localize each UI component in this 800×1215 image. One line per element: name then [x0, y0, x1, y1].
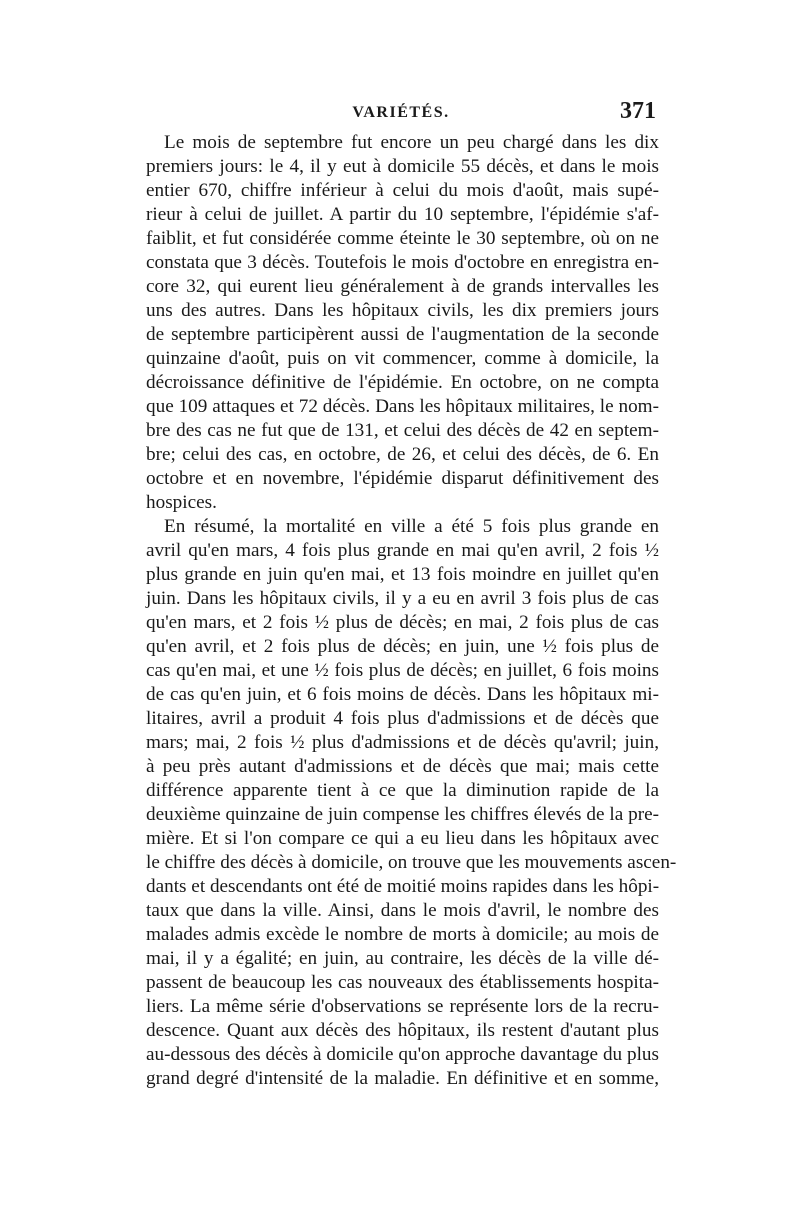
text-line: quinzaine d'août, puis on vit commencer, comme à domicile, la [146, 348, 659, 369]
text-line: En résumé, la mortalité en ville a été 5 fois plus grande en [164, 516, 659, 537]
text-line: liers. La même série d'observations se représente lors de la recru- [146, 996, 659, 1017]
text-line: juin. Dans les hôpitaux civils, il y a eu en avril 3 fois plus de cas [146, 588, 659, 609]
text-line: descence. Quant aux décès des hôpitaux, ils restent d'autant plus [146, 1020, 659, 1041]
text-line: mars; mai, 2 fois ½ plus d'admissions et de décès qu'avril; juin, [146, 732, 659, 753]
text-line: de septembre participèrent aussi de l'augmentation de la seconde [146, 324, 659, 345]
text-line: plus grande en juin qu'en mai, et 13 fois moindre en juillet qu'en [146, 564, 659, 585]
text-line: bre des cas ne fut que de 131, et celui des décès de 42 en septem- [146, 420, 659, 441]
text-line: grand degré d'intensité de la maladie. En définitive et en somme, [146, 1068, 659, 1089]
page-number: 371 [620, 98, 656, 124]
text-line: de cas qu'en juin, et 6 fois moins de décès. Dans les hôpitaux mi- [146, 684, 659, 705]
body-text [146, 131, 677, 1091]
text-line: au-dessous des décès à domicile qu'on approche davantage du plus [146, 1044, 659, 1065]
text-line: décroissance définitive de l'épidémie. En octobre, on ne compta [146, 372, 659, 393]
text-line: qu'en avril, et 2 fois plus de décès; en juin, une ½ fois plus de [146, 636, 659, 657]
text-line: Le mois de septembre fut encore un peu chargé dans les dix [164, 132, 659, 153]
text-line: qu'en mars, et 2 fois ½ plus de décès; en mai, 2 fois plus de cas [146, 612, 659, 633]
text-line: litaires, avril a produit 4 fois plus d'admissions et de décès que [146, 708, 659, 729]
text-line: que 109 attaques et 72 décès. Dans les hôpitaux militaires, le nom- [146, 396, 659, 417]
text-line: malades admis excède le nombre de morts à domicile; au mois de [146, 924, 659, 945]
page-header [146, 98, 656, 128]
text-line: taux que dans la ville. Ainsi, dans le mois d'avril, le nombre des [146, 900, 659, 921]
text-line: core 32, qui eurent lieu généralement à de grands intervalles les [146, 276, 659, 297]
text-line: passent de beaucoup les cas nouveaux des établissements hospita- [146, 972, 659, 993]
text-line: le chiffre des décès à domicile, on trouve que les mouvements ascen- [146, 852, 677, 873]
text-line: deuxième quinzaine de juin compense les chiffres élevés de la pre- [146, 804, 659, 825]
text-line: mai, il y a égalité; en juin, au contraire, les décès de la ville dé- [146, 948, 659, 969]
text-line: à peu près autant d'admissions et de décès que mai; mais cette [146, 756, 659, 777]
text-line: bre; celui des cas, en octobre, de 26, et celui des décès, de 6. En [146, 444, 659, 465]
text-line: octobre et en novembre, l'épidémie disparut définitivement des [146, 468, 659, 489]
text-line: dants et descendants ont été de moitié moins rapides dans les hôpi- [146, 876, 660, 897]
text-line: différence apparente tient à ce que la diminution rapide de la [146, 780, 659, 801]
text-line: premiers jours: le 4, il y eut à domicile 55 décès, et dans le mois [146, 156, 659, 177]
running-title: VARIÉTÉS. [352, 104, 450, 121]
text-line: cas qu'en mai, et une ½ fois plus de décès; en juillet, 6 fois moins [146, 660, 659, 681]
text-line: hospices. [146, 492, 217, 513]
text-line: constata que 3 décès. Toutefois le mois d'octobre en enregistra en- [146, 252, 659, 273]
text-line: rieur à celui de juillet. A partir du 10 septembre, l'épidémie s'af- [146, 204, 659, 225]
text-line: avril qu'en mars, 4 fois plus grande en mai qu'en avril, 2 fois ½ [146, 540, 659, 561]
text-line: mière. Et si l'on compare ce qui a eu lieu dans les hôpitaux avec [146, 828, 659, 849]
text-line: faiblit, et fut considérée comme éteinte le 30 septembre, où on ne [146, 228, 659, 249]
text-line: entier 670, chiffre inférieur à celui du mois d'août, mais supé- [146, 180, 659, 201]
text-line: uns des autres. Dans les hôpitaux civils, les dix premiers jours [146, 300, 659, 321]
